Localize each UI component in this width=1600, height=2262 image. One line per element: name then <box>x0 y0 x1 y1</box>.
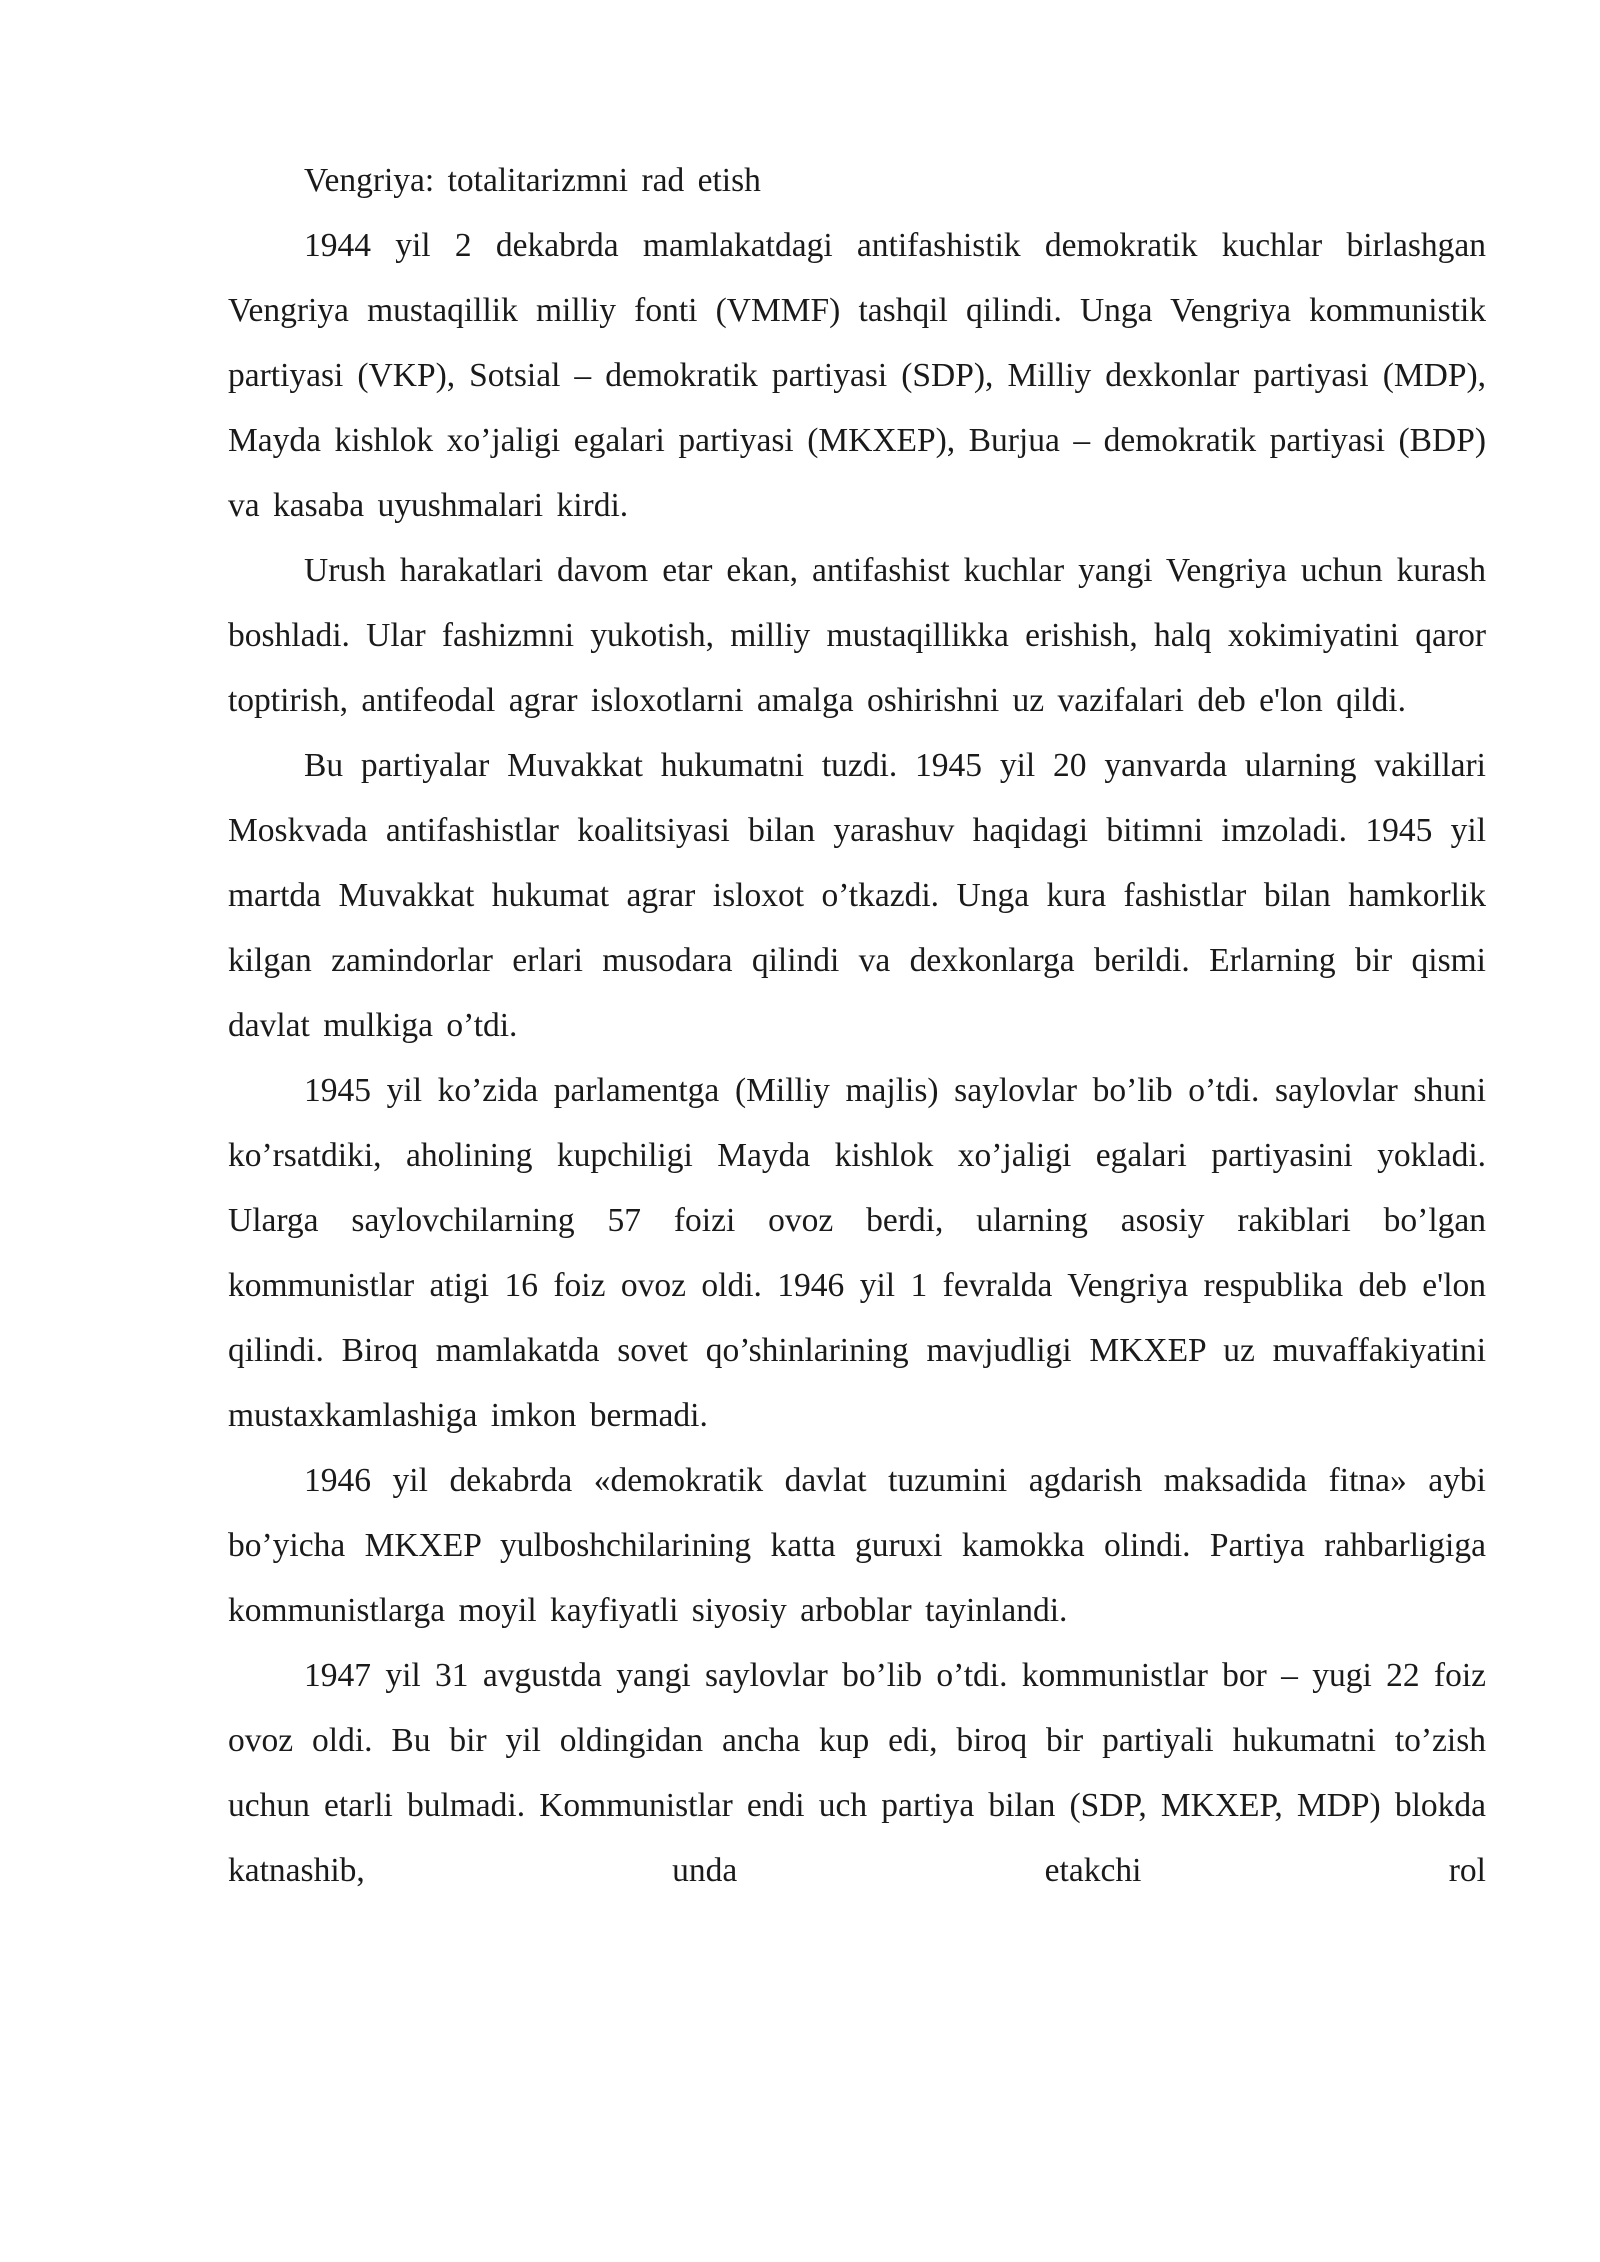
paragraph-2: Urush harakatlari davom etar ekan, antifashist kuchlar yangi Vengriya uchun kurash boshladi. Ular fashizmni yukotish, milliy mustaqillikka erishish, halq xokimiyatini qaror toptirish, antifeodal agrar isloxotlarni amalga oshirishni uz vazifalari deb e'lon qildi. <box>228 552 1486 719</box>
paragraph-3: Bu partiyalar Muvakkat hukumatni tuzdi. 1945 yil 20 yanvarda ularning vakillari Moskvada antifashistlar koalitsiyasi bilan yarashuv haqidagi bitimni imzoladi. 1945 yil martda Muvakkat hukumat agrar isloxot o’tkazdi. Unga kura fashistlar bilan hamkorlik kilgan zamindorlar erlari musodara qilindi va dexkonlarga berildi. Erlarning bir qismi davlat mulkiga o’tdi. <box>228 747 1486 1044</box>
paragraph-1: 1944 yil 2 dekabrda mamlakatdagi antifashistik demokratik kuchlar birlashgan Vengriya mustaqillik milliy fonti (VMMF) tashqil qilindi. Unga Vengriya kommunistik partiyasi (VKP), Sotsial – demokratik partiyasi (SDP), Milliy dexkonlar partiyasi (MDP), Mayda kishlok xo’jaligi egalari partiyasi (MKXEP), Burjua – demokratik partiyasi (BDP) va kasaba uyushmalari kirdi. <box>228 227 1486 524</box>
document-body <box>228 148 1486 1903</box>
paragraph-6: 1947 yil 31 avgustda yangi saylovlar bo’lib o’tdi. kommunistlar bor – yugi 22 foiz ovoz oldi. Bu bir yil oldingidan ancha kup edi, biroq bir partiyali hukumatni to’zish uchun etarli bulmadi. Kommunistlar endi uch partiya bilan (SDP, MKXEP, MDP) blokda katnashib, unda etakchi rol <box>228 1657 1486 1889</box>
paragraph-5: 1946 yil dekabrda «demokratik davlat tuzumini agdarish maksadida fitna» aybi bo’yicha MKXEP yulboshchilarining katta guruxi kamokka olindi. Partiya rahbarligiga kommunistlarga moyil kayfiyatli siyosiy arboblar tayinlandi. <box>228 1462 1486 1629</box>
paragraph-4: 1945 yil ko’zida parlamentga (Milliy majlis) saylovlar bo’lib o’tdi. saylovlar shuni ko’rsatdiki, aholining kupchiligi Mayda kishlok xo’jaligi egalari partiyasini yokladi. Ularga saylovchilarning 57 foizi ovoz berdi, ularning asosiy rakiblari bo’lgan kommunistlar atigi 16 foiz ovoz oldi. 1946 yil 1 fevralda Vengriya respublika deb e'lon qilindi. Biroq mamlakatda sovet qo’shinlarining mavjudligi MKXEP uz muvaffakiyatini mustaxkamlashiga imkon bermadi. <box>228 1072 1486 1434</box>
section-heading: Vengriya: totalitarizmni rad etish <box>304 162 761 199</box>
